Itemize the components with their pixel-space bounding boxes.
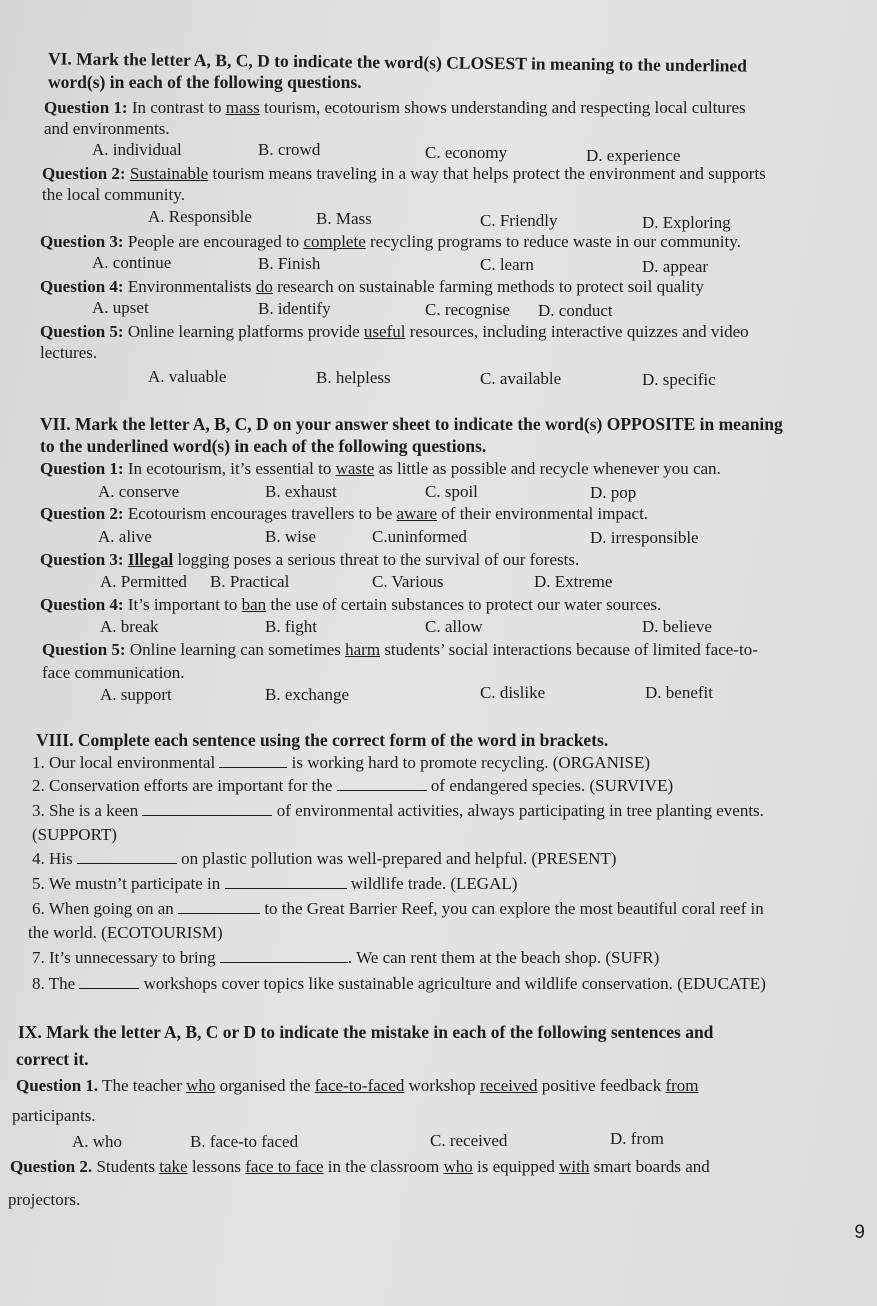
s9-q1-d: D. from (610, 1129, 664, 1148)
s6-q1-b: B. crowd (258, 140, 321, 159)
s6-q5-cont: lectures. (40, 343, 98, 362)
s7-q5-c: C. dislike (480, 683, 546, 702)
s7-q2-b: B. wise (265, 527, 316, 546)
s6-q3-d: D. appear (642, 257, 709, 276)
s7-q4-d: D. believe (642, 617, 712, 636)
s6-q3-c: C. learn (480, 255, 534, 274)
s7-q1-c: C. spoil (425, 482, 478, 501)
s8-item-6: 6. When going on an to the Great Barrier Reef, you can explore the most beautiful coral reef in (32, 899, 764, 918)
s7-q3-a: A. Permitted (100, 572, 187, 591)
s7-q5-b: B. exchange (265, 685, 350, 704)
s9-q1-c: C. received (430, 1131, 508, 1150)
s6-q4: Question 4: Environmentalists do research on sustainable farming methods to protect soil quality (40, 277, 704, 296)
section-ix-heading-cont: correct it. (16, 1049, 89, 1069)
s9-q1-b: B. face-to faced (190, 1132, 299, 1151)
s7-q1-d: D. pop (590, 483, 637, 502)
s7-q1-a: A. conserve (98, 482, 180, 501)
s6-q5: Question 5: Online learning platforms provide useful resources, including interactive quizzes and video (40, 322, 749, 341)
section-vii-heading: VII. Mark the letter A, B, C, D on your answer sheet to indicate the word(s) OPPOSITE in meaning (40, 414, 783, 434)
section-vi-heading: VI. Mark the letter A, B, C, D to indicate the word(s) CLOSEST in meaning to the underlined (47, 48, 747, 76)
section-viii-heading: VIII. Complete each sentence using the correct form of the word in brackets. (36, 730, 609, 750)
section-ix-heading: IX. Mark the letter A, B, C or D to indicate the mistake in each of the following sentences and (18, 1022, 714, 1042)
s7-q5: Question 5: Online learning can sometimes harm students’ social interactions because of limited face-to- (42, 640, 758, 659)
s8-item-4: 4. His on plastic pollution was well-prepared and helpful. (PRESENT) (32, 849, 617, 868)
s6-q2-cont: the local community. (42, 185, 185, 204)
s9-q1: Question 1. The teacher who organised the face-to-faced workshop received positive feedback from (16, 1076, 699, 1095)
s8-item-7: 7. It’s unnecessary to bring . We can rent them at the beach shop. (SUFR) (32, 948, 660, 967)
s8-item-1: 1. Our local environmental is working hard to promote recycling. (ORGANISE) (32, 753, 651, 772)
s6-q1-cont: and environments. (44, 119, 170, 138)
s9-q2-cont: projectors. (8, 1190, 81, 1209)
s6-q5-a: A. valuable (148, 367, 227, 386)
s6-q3-b: B. Finish (258, 254, 321, 273)
s7-q4-b: B. fight (265, 617, 317, 636)
s7-q2-c: C.uninformed (372, 527, 467, 546)
s6-q2: Question 2: Sustainable tourism means traveling in a way that helps protect the environment and supports (42, 164, 766, 183)
s6-q2-b: B. Mass (316, 209, 372, 228)
s7-q2-d: D. irresponsible (590, 528, 699, 547)
s8-item-3-cont: (SUPPORT) (32, 825, 117, 844)
page-number: 9 (854, 1222, 865, 1243)
s7-q3-d: D. Extreme (534, 572, 613, 591)
s6-q4-b: B. identify (258, 299, 331, 318)
s9-q1-cont: participants. (12, 1106, 96, 1125)
s7-q1-b: B. exhaust (265, 482, 337, 501)
section-vii-heading-cont: to the underlined word(s) in each of the following questions. (40, 436, 487, 456)
s6-q1-a: A. individual (92, 140, 182, 159)
s7-q5-a: A. support (100, 685, 172, 704)
s6-q5-b: B. helpless (316, 368, 391, 387)
s6-q2-c: C. Friendly (480, 211, 558, 230)
s7-q3-c: C. Various (372, 572, 444, 591)
s7-q5-d: D. benefit (645, 683, 713, 702)
s9-q2: Question 2. Students take lessons face to face in the classroom who is equipped with smart boards and (10, 1157, 710, 1176)
s6-q2-a: A. Responsible (148, 207, 252, 226)
s6-q5-c: C. available (480, 369, 562, 388)
s7-q3: Question 3: Illegal logging poses a serious threat to the survival of our forests. (40, 550, 580, 569)
s6-q3-a: A. continue (92, 253, 172, 272)
s6-q4-c: C. recognise (425, 300, 510, 319)
s6-q4-a: A. upset (92, 298, 149, 317)
s6-q1-d: D. experience (586, 146, 681, 165)
s8-item-5: 5. We mustn’t participate in wildlife trade. (LEGAL) (32, 874, 518, 893)
s8-item-3: 3. She is a keen of environmental activities, always participating in tree planting events. (32, 801, 764, 820)
s7-q4-a: A. break (100, 617, 159, 636)
section-vi-heading-cont: word(s) in each of the following questions. (48, 72, 362, 92)
s6-q5-d: D. specific (642, 370, 716, 389)
s9-q1-a: A. who (72, 1132, 123, 1151)
s7-q4-c: C. allow (425, 617, 483, 636)
s7-q2: Question 2: Ecotourism encourages travellers to be aware of their environmental impact. (40, 504, 649, 523)
s6-q1-c: C. economy (425, 143, 508, 162)
s6-q1: Question 1: In contrast to mass tourism, ecotourism shows understanding and respecting local cultures (44, 98, 746, 117)
s8-item-6-cont: the world. (ECOTOURISM) (28, 923, 223, 942)
s6-q3: Question 3: People are encouraged to complete recycling programs to reduce waste in our community. (40, 232, 741, 251)
s8-item-2: 2. Conservation efforts are important for the of endangered species. (SURVIVE) (32, 776, 674, 795)
s8-item-8: 8. The workshops cover topics like sustainable agriculture and wildlife conservation. (EDUCATE) (32, 974, 766, 993)
s7-q2-a: A. alive (98, 527, 152, 546)
s6-q4-d: D. conduct (538, 301, 613, 320)
s7-q5-cont: face communication. (42, 663, 185, 682)
s7-q3-b: B. Practical (210, 572, 290, 591)
s7-q1: Question 1: In ecotourism, it’s essential to waste as little as possible and recycle whenever you can. (40, 459, 721, 478)
s6-q2-d: D. Exploring (642, 213, 731, 232)
s7-q4: Question 4: It’s important to ban the use of certain substances to protect our water sources. (40, 595, 662, 614)
